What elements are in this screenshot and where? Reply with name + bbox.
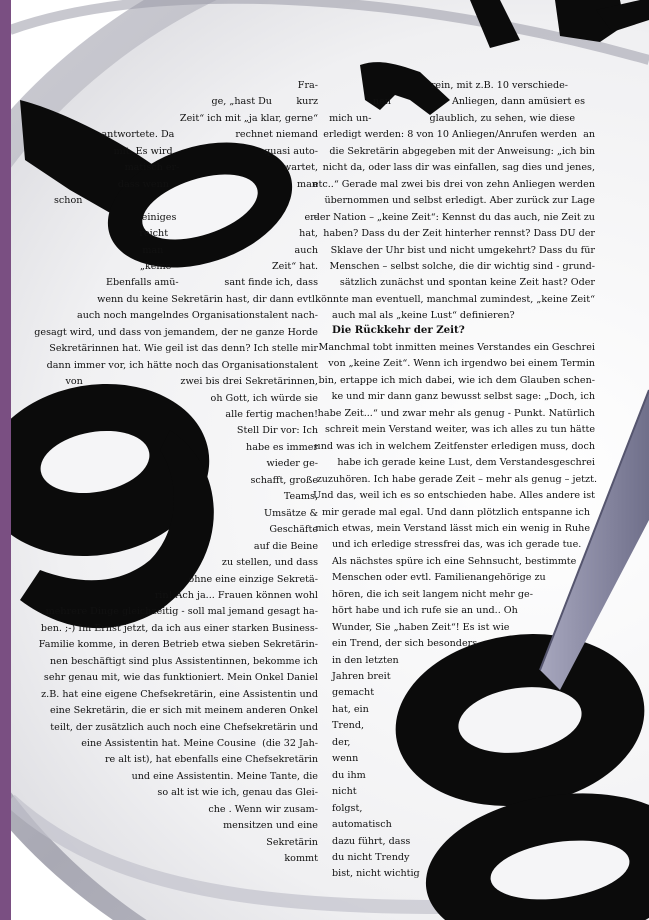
left-text-line: einiges er-	[141, 211, 318, 223]
right-text-line: in den letzten	[332, 654, 399, 666]
left-text-line: Teams,	[283, 491, 318, 503]
left-text-line: re alt ist), hat ebenfalls eine Chefsekretärin	[104, 754, 318, 766]
right-text-line: zuzuhören. Ich habe gerade Zeit – mehr als genug – jetzt.	[316, 473, 597, 485]
right-text-line: etc..“ Gerade mal zwei bis drei von zehn Anliegen werden	[312, 178, 595, 190]
left-text-line: habe es immer	[246, 441, 318, 453]
right-text-line: die Sekretärin abgegeben mit der Anweisung: „ich bin	[329, 145, 595, 157]
left-text-line: ben. ;-) Im Ernst jetzt, da ich aus einer starken Business-	[40, 622, 318, 634]
left-text-line: man auch	[142, 244, 318, 256]
right-text-line: folgst,	[332, 802, 363, 814]
right-text-line: automatisch	[332, 819, 392, 831]
left-text-line: auch noch mangelndes Organisationstalent nach-	[76, 310, 318, 322]
left-text-line: Sekretärinnen hat. Wie geil ist das denn? Ich stelle mir	[49, 343, 318, 355]
left-text-line: teilt, der zusätzlich auch noch eine Chefsekretärin und	[50, 721, 318, 733]
left-text-line: dann immer vor, ich hätte noch das Organisationstalent	[46, 359, 318, 371]
right-text-line: der Nation – „keine Zeit“: Kennst du das auch, nie Zeit zu	[313, 211, 595, 223]
left-text-line: eine Sekretärin, die er sich mit meinem anderen Onkel	[49, 705, 318, 717]
left-text-line: schafft, große	[250, 474, 318, 486]
right-text-line: hört habe und ich rufe sie an und.. Oh	[332, 605, 518, 617]
section-heading: Die Rückkehr der Zeit?	[332, 324, 465, 336]
left-text-line: Geschäfte	[269, 524, 318, 536]
left-text-line: Fra-	[297, 80, 318, 91]
right-text-line: könnte man eventuell, manchmal zumindest, „keine Zeit“	[315, 293, 595, 305]
left-text-line: Umsätze &	[263, 507, 318, 519]
right-text-line: Menschen – selbst solche, die dir wichtig sind - grund-	[329, 260, 595, 272]
right-text-line: habe Zeit...“ und zwar mehr als genug - Punkt. Natürlich	[317, 407, 595, 419]
right-text-line: Als nächstes spüre ich eine Sehnsucht, bestimmte	[332, 555, 577, 567]
right-text-line: hat, ein	[332, 703, 369, 715]
right-text-line: und ich erledige stressfrei das, was ich gerade tue.	[332, 539, 582, 551]
right-text-line: haben? Dass du der Zeit hinterher rennst? Dass DU der	[323, 228, 595, 240]
right-text-line: schreit mein Verstand weiter, was ich alles zu tun hätte	[325, 424, 595, 436]
right-text-line: mich etwas, mein Verstand lässt mich ein wenig in Ruhe	[315, 522, 590, 534]
left-text-line: Zeit“ ich mit „ja klar, gerne“	[179, 112, 318, 124]
right-text-line: dazu führt, dass	[332, 835, 411, 847]
left-text-line: nen beschäftigt sind plus Assistentinnen, bekomme ich	[49, 655, 318, 667]
right-text-line: Sklave der Uhr bist und nicht umgekehrt? Dass du für	[330, 244, 595, 256]
right-text-line: Manchmal tobt inmitten meines Verstandes ein Geschrei	[318, 342, 595, 353]
right-text-line: wenn	[332, 753, 359, 765]
right-text-line: Trend,	[332, 720, 365, 732]
left-text-line: schon	[54, 195, 83, 207]
left-text-line: Stell Dir vor: Ich	[236, 425, 318, 437]
left-text-line: eine Assistentin hat. Meine Cousine (die 32 Jah-	[81, 738, 318, 749]
right-text-line: rein, mit z.B. 10 verschiede-	[430, 80, 568, 91]
left-text-line: wieder ge-	[266, 458, 318, 470]
right-text-line: mich un- glaublich, zu sehen, wie diese	[329, 112, 575, 124]
left-text-line: dass wenn man	[117, 178, 318, 190]
right-text-line: ein Trend, der sich besonders	[332, 638, 478, 650]
left-text-line: von zwei bis drei Sekretärinnen,	[65, 376, 318, 388]
right-text-line: erledigt werden: 8 von 10 Anliegen/Anrufen werden an	[323, 129, 595, 141]
left-text-line: Familie komme, in deren Betrieb etwa sieben Sekretärin-	[38, 639, 318, 651]
left-text-line: Ebenfalls amü- sant finde ich, dass	[106, 277, 318, 289]
left-text-line: kommt	[284, 853, 318, 865]
right-text-line: du nicht Trendy	[332, 851, 410, 863]
right-text-line: du ihm	[332, 769, 366, 781]
right-text-line: übernommen und selbst erledigt. Aber zurück zur Lage	[324, 195, 595, 207]
right-text-line: nen Anliegen, dann amüsiert es	[372, 96, 585, 108]
left-text-line: antwortete. Da rechnet niemand	[101, 129, 318, 141]
left-text-line: zu stellen, und dass	[221, 557, 318, 569]
right-text-line: auch mal als „keine Lust“ definieren?	[332, 310, 515, 322]
right-text-line: bist, nicht wichtig	[332, 868, 420, 880]
left-text-line: mehrere Dinge gleichzeitig - soll mal jemand gesagt ha-	[45, 606, 318, 618]
left-text-line: alle fertig machen!	[225, 409, 318, 420]
right-text-line: bin, ertappe ich mich dabei, wie ich dem Glauben schen-	[318, 374, 595, 386]
left-text-line: z.B. hat eine eigene Chefsekretärin, eine Assistentin und	[41, 688, 318, 700]
right-text-line: der,	[332, 736, 351, 748]
right-text-line: gemacht	[332, 687, 375, 699]
right-text-line: Menschen oder evtl. Familienangehörige zu	[332, 572, 546, 584]
right-text-line: nicht	[332, 786, 357, 798]
right-text-line: von „keine Zeit“. Wenn ich irgendwo bei einem Termin	[328, 358, 595, 370]
left-text-line: „keine Zeit“ hat.	[139, 260, 318, 272]
right-text-line: Wunder, Sie „haben Zeit“! Es ist wie	[332, 621, 510, 633]
left-text-line: auf die Beine	[253, 540, 318, 552]
right-text-line: Und das, weil ich es so entschieden habe. Alles andere ist	[313, 490, 595, 502]
right-text-line: hören, die ich seit langem nicht mehr ge-	[332, 588, 533, 600]
right-text-line: sätzlich zunächst und spontan keine Zeit hast? Oder	[339, 277, 595, 289]
left-text-line: ge, „hast Du kurz	[211, 96, 318, 108]
left-text-line: so alt ist wie ich, genau das Glei-	[157, 787, 318, 799]
right-text-line: nicht da, oder lass dir was einfallen, sag dies und jenes,	[322, 162, 595, 174]
left-text-line: oh Gott, ich würde sie	[210, 392, 318, 404]
left-text-line: che . Wenn wir zusam-	[208, 803, 318, 815]
right-text-line: Jahren breit	[332, 671, 391, 682]
left-text-line: und eine Assistentin. Meine Tante, die	[131, 770, 318, 782]
right-text-line: habe ich gerade keine Lust, dem Verstandesgeschrei	[337, 457, 595, 469]
left-text-line: rin! Ach ja... Frauen können wohl	[154, 589, 318, 601]
left-text-line: gesagt wird, und dass von jemandem, der ne ganze Horde	[34, 326, 318, 338]
right-text-line: ke und mir dann ganz bewusst selbst sage: „Doch, ich	[331, 391, 595, 403]
left-text-line: ohne eine einzige Sekretä-	[188, 573, 318, 585]
left-text-line: mensitzen und eine	[223, 820, 318, 832]
left-text-line: matisch er- wartet,	[124, 162, 318, 174]
left-text-line: reicht hat,	[139, 228, 318, 240]
right-text-line: und was ich in welchem Zeitfenster erledigen muss, doch	[314, 440, 595, 452]
left-text-line: Sekretärin	[266, 836, 318, 848]
right-text-line: mir gerade mal egal. Und dann plötzlich entspanne ich	[322, 506, 590, 518]
left-text-line: wenn du keine Sekretärin hast, dir dann evtl.	[97, 293, 318, 305]
left-text-line: mit. Es wird quasi auto-	[113, 145, 318, 157]
left-text-line: sehr genau mit, wie das funktioniert. Mein Onkel Daniel	[43, 672, 318, 684]
